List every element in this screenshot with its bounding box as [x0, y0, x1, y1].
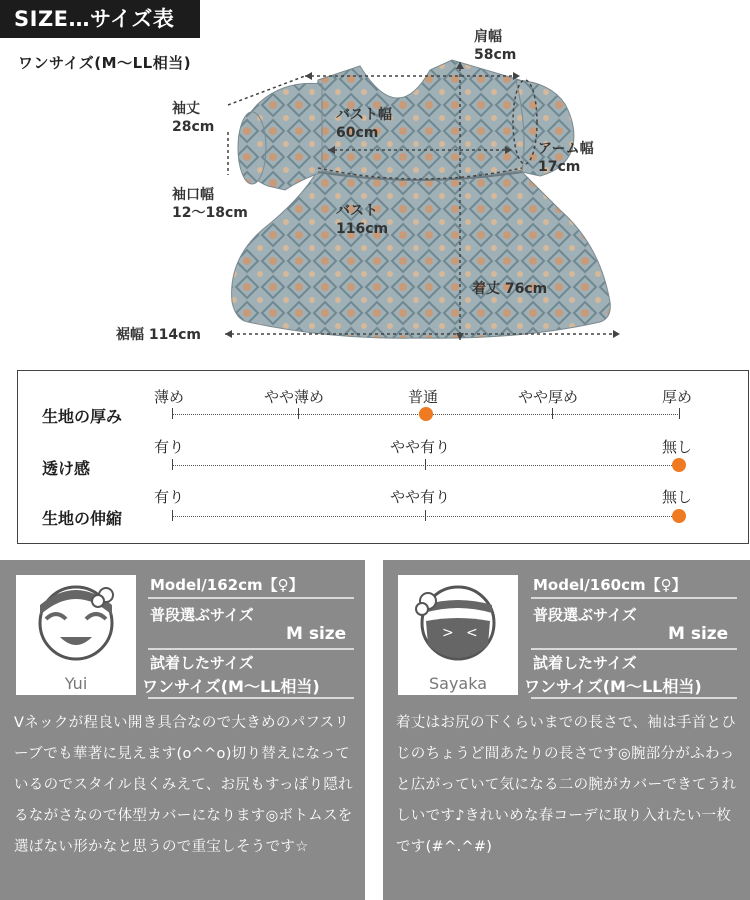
attr-transparency-selected-dot — [672, 458, 686, 472]
measure-arm-width: アーム幅 17cm — [538, 141, 594, 175]
attr-thickness-label: 生地の厚み — [42, 407, 123, 426]
measure-hem-width: 裾幅 114cm — [116, 327, 201, 343]
scale-tick — [679, 408, 680, 419]
attr-transparency-label: 透け感 — [42, 459, 91, 478]
measure-cuff-width: 袖口幅 12〜18cm — [172, 187, 248, 221]
face-icon — [398, 575, 518, 670]
divider — [531, 648, 737, 650]
divider — [148, 697, 354, 699]
measure-bust-width: バスト幅 60cm — [336, 107, 392, 141]
divider — [148, 597, 354, 599]
size-chart-title: SIZE…サイズ表 — [0, 0, 200, 38]
measure-length: 着丈 76cm — [472, 281, 548, 297]
scale-tick — [552, 408, 553, 419]
attr-transparency-scale — [172, 465, 680, 466]
attr-thickness-option: やや厚め — [518, 388, 579, 406]
model-usual-label-yui: 普段選ぶサイズ — [150, 606, 254, 624]
fabric-attributes-table — [17, 370, 749, 544]
attr-stretch-option: やや有り — [390, 488, 451, 506]
scale-tick — [172, 408, 173, 419]
attr-thickness-option: 厚め — [662, 388, 693, 406]
svg-text:>: > — [442, 625, 454, 641]
scale-tick — [425, 459, 426, 470]
model-tried-size-yui: ワンサイズ(M〜LL相当) — [142, 677, 320, 696]
attr-stretch-option: 有り — [154, 488, 185, 506]
model-usual-label-sayaka: 普段選ぶサイズ — [533, 606, 637, 624]
scale-tick — [172, 459, 173, 470]
size-label: ワンサイズ(M〜LL相当) — [18, 54, 192, 72]
measure-shoulder: 肩幅 58cm — [474, 29, 517, 63]
measure-sleeve-length: 袖丈 28cm — [172, 101, 215, 135]
model-avatar-sayaka — [398, 575, 518, 695]
attr-stretch-option: 無し — [662, 488, 693, 506]
attr-transparency-option: 有り — [154, 438, 185, 456]
scale-tick — [298, 408, 299, 419]
model-avatar-yui — [16, 575, 136, 695]
garment-left-cuff — [238, 112, 266, 184]
measure-bust: バスト 116cm — [336, 203, 389, 237]
attr-transparency-option: やや有り — [390, 438, 451, 456]
attr-thickness-option: やや薄め — [264, 388, 325, 406]
model-tried-label-sayaka: 試着したサイズ — [533, 654, 637, 672]
attr-thickness-option: 薄め — [154, 388, 185, 406]
model-tried-label-yui: 試着したサイズ — [150, 654, 254, 672]
scale-tick — [425, 510, 426, 521]
attr-thickness-selected-dot — [419, 407, 433, 421]
divider — [531, 697, 737, 699]
attr-stretch-selected-dot — [672, 509, 686, 523]
model-usual-size-sayaka: M size — [668, 624, 729, 644]
garment-skirt — [232, 170, 611, 338]
divider — [531, 597, 737, 599]
divider — [148, 648, 354, 650]
svg-text:<: < — [466, 625, 478, 641]
model-comment-sayaka: 着丈はお尻の下くらいまでの長さで、袖は手首とひじのちょうど間あたりの長さです◎腕部分がふわっと広がっていて気になる二の腕がカバーできてうれしいです♪きれいめな春コーデに取り入れたい一枚です(#^.^#) — [396, 715, 737, 855]
model-name-sayaka: Sayaka — [428, 674, 488, 693]
model-height-sayaka: Model/160cm【♀】 — [533, 576, 687, 594]
face-icon — [16, 575, 136, 670]
model-tried-size-sayaka: ワンサイズ(M〜LL相当) — [524, 677, 702, 696]
model-name-yui: Yui — [64, 674, 88, 693]
scale-tick — [172, 510, 173, 521]
model-usual-size-yui: M size — [286, 624, 347, 644]
attr-transparency-option: 無し — [662, 438, 693, 456]
model-height-yui: Model/162cm【♀】 — [150, 576, 304, 594]
attr-stretch-scale — [172, 516, 680, 517]
attr-stretch-label: 生地の伸縮 — [42, 509, 123, 528]
attr-thickness-option: 普通 — [408, 388, 439, 406]
model-comment-yui: Vネックが程良い開き具合なので大きめのパフスリーブでも華著に見えます(o^^o)切り替えになっているのでスタイル良くみえて、お尻もすっぽり隠れるながさなので体型カバーになります◎ボトムスを選ばない形かなと思うので重宝しそうです☆ — [14, 715, 353, 855]
